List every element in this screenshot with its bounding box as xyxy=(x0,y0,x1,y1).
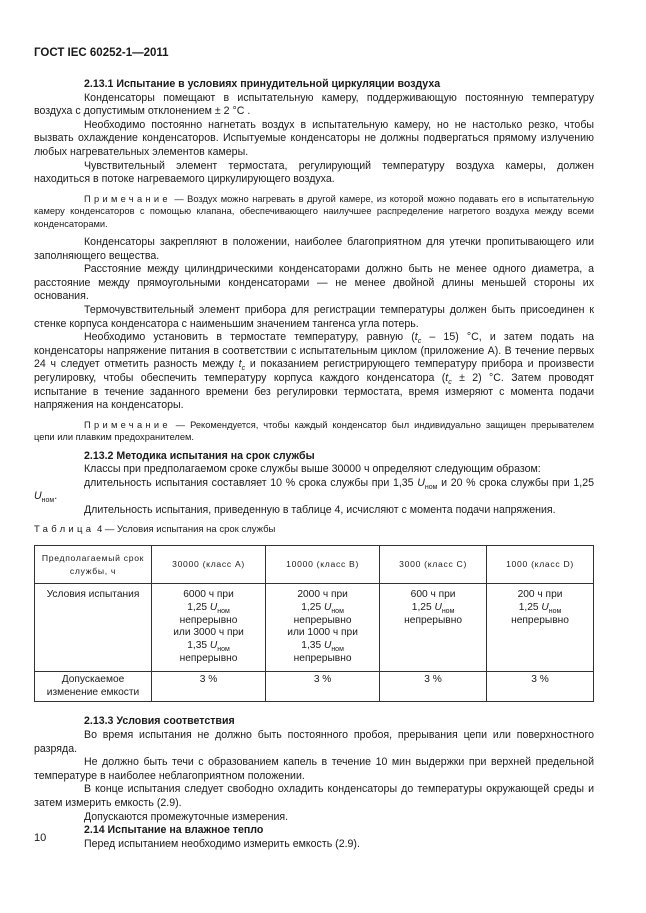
subscript: ном xyxy=(217,607,230,615)
note-1 xyxy=(34,193,594,230)
subscript: c xyxy=(417,338,422,346)
table-header-cell: 10000 (класс В) xyxy=(266,546,380,584)
table-cell xyxy=(152,584,266,672)
paragraph: Чувствительный элемент термостата, регулирующий температуру воздуха камеры, должен находиться в потоке нагреваемого циркулирующего воздуха. xyxy=(34,159,594,186)
symbol: U xyxy=(434,601,442,613)
cell-line: или 3000 ч при xyxy=(173,627,244,639)
table-cell: 3 % xyxy=(152,671,266,702)
note-text: — Воздух можно нагревать в другой камере, из которой можно подавать его в испытательную камеру конденсаторов с помощью клапана, обеспечивающего наилучшее распределение нагретого воздуха между всеми конденсаторами. xyxy=(34,193,594,229)
note-label: Примечание xyxy=(84,419,171,430)
text-run: 1,35 xyxy=(301,640,324,652)
subscript: ном xyxy=(331,607,344,615)
cell-line xyxy=(155,602,262,615)
symbol: t xyxy=(445,371,449,384)
table-row-label: Условия испытания xyxy=(35,584,152,672)
symbol: U xyxy=(323,601,332,613)
text-run: ± 2) °С. Затем проводят испытание в течение заданного времени без регулировки термостата, время измеряют с момента подачи напряжения на конденсаторы. xyxy=(34,371,594,412)
subscript: ном xyxy=(331,646,344,654)
table-header-cell: Предполагаемый срок службы, ч xyxy=(35,546,152,584)
text-run: длительность испытания составляет 10 % срока службы при 1,35 xyxy=(84,476,418,489)
paragraph: Классы при предполагаемом сроке службы выше 30000 ч определяют следующим образом: xyxy=(84,463,541,476)
cell-line xyxy=(383,602,483,615)
note-text: — Рекомендуется, чтобы каждый конденсатор был индивидуально защищен прерывателем цепи или плавким предохранителем. xyxy=(34,419,594,443)
text-run: Необходимо установить в термостате температуру, равную ( xyxy=(84,331,415,344)
paragraph-duration xyxy=(34,477,594,504)
table-cell: 3 % xyxy=(380,671,487,702)
table-4-caption xyxy=(34,523,594,537)
cell-line xyxy=(490,602,590,615)
paragraph: Расстояние между цилиндрическими конденсаторами должно быть не менее одного диаметра, а расстояние между прямоугольными конденсаторами — не менее двойной длины меньшей стороны их основания. xyxy=(34,263,594,303)
symbol: t xyxy=(238,358,242,371)
text-run: 1,35 xyxy=(187,640,210,652)
page-number: 10 xyxy=(34,832,47,844)
table-header-row xyxy=(35,546,594,584)
subscript: ном xyxy=(217,646,230,654)
paragraph: Во время испытания не должно быть постоянного пробоя, прерывания цепи или поверхностного разряда. xyxy=(34,729,594,755)
cell-line: непрерывно xyxy=(293,614,352,626)
page-content xyxy=(34,78,594,851)
section-2-13-1-heading: 2.13.1 Испытание в условиях принудительной циркуляции воздуха xyxy=(84,78,441,90)
table-cell: 3 % xyxy=(487,671,594,702)
cell-line: или 1000 ч при xyxy=(287,627,358,639)
table-row xyxy=(35,584,594,672)
paragraph: Конденсаторы закрепляют в положении, наиболее благоприятном для утечки пропитывающего или заполняющего вещества. xyxy=(34,235,594,262)
cell-line xyxy=(269,640,376,653)
paragraph: Термочувствительный элемент прибора для регистрации температуры должен быть присоединен к стенке корпуса конденсатора с наименьшим значением тангенса угла потерь. xyxy=(34,303,594,330)
table-cell xyxy=(487,584,594,672)
subscript: ном xyxy=(441,607,455,615)
cell-line: 200 ч при xyxy=(517,589,563,601)
paragraph: Необходимо постоянно нагнетать воздух в испытательную камеру, но не настолько резко, чтобы вызвать охлаждение конденсаторов. Испытуемые конденсаторы не должны подвергаться прямому излучению любых нагревательных элементов камеры. xyxy=(34,118,594,158)
subscript: ном xyxy=(424,483,438,491)
table-cell xyxy=(266,584,380,672)
cell-line: непрерывно xyxy=(179,614,238,626)
note-label: Примечание xyxy=(84,193,171,204)
paragraph: Длительность испытания, приведенную в таблице 4, исчисляют с момента подачи напряжения. xyxy=(84,503,556,516)
cell-line: непрерывно xyxy=(404,614,462,626)
paragraph: Не должно быть течи с образованием капель в течение 10 мин выдержки при верхней предельной температуре в наиболее неблагоприятном положении. xyxy=(34,756,594,782)
cell-line xyxy=(155,640,262,653)
symbol: U xyxy=(417,476,425,489)
u-nom-symbol xyxy=(34,490,42,502)
u-nom-symbol xyxy=(417,477,425,489)
symbol: U xyxy=(541,601,549,613)
section-2-13-3-heading: 2.13.3 Условия соответствия xyxy=(84,715,235,728)
subscript: ном xyxy=(41,497,55,505)
document-header: ГОСТ IEC 60252-1—2011 xyxy=(34,47,169,59)
table-row-label: Допускаемое изменение емкости xyxy=(35,671,152,702)
text-run: 1,25 xyxy=(411,601,435,613)
paragraph: Допускаются промежуточные измерения. xyxy=(84,810,289,823)
table-4 xyxy=(34,545,594,702)
note-2 xyxy=(34,419,594,444)
table-header-cell: 30000 (класс А) xyxy=(152,546,266,584)
cell-line xyxy=(269,602,376,615)
table-header-cell: 1000 (класс D) xyxy=(487,546,594,584)
table-cell: 3 % xyxy=(266,671,380,702)
paragraph: Перед испытанием необходимо измерить емкость (2.9). xyxy=(84,837,360,850)
cell-line: непрерывно xyxy=(293,653,352,665)
cell-line: непрерывно xyxy=(511,614,569,626)
cell-line: 6000 ч при xyxy=(183,589,234,601)
cell-line: 600 ч при xyxy=(410,589,456,601)
symbol: U xyxy=(209,640,218,652)
table-cell xyxy=(380,584,487,672)
subscript: c xyxy=(448,379,452,387)
section-2-13-2-heading: 2.13.2 Методика испытания на срок службы xyxy=(84,449,315,462)
paragraph: Конденсаторы помещают в испытательную камеру, поддерживающую постоянную температуру воздуха с допустимым отклонением ± 2 °C . xyxy=(34,91,594,118)
symbol: U xyxy=(209,601,218,613)
text-run: . xyxy=(54,490,58,503)
symbol: t xyxy=(414,331,418,344)
text-run: 1,25 xyxy=(518,601,542,613)
cell-line: непрерывно xyxy=(179,653,238,665)
caption-label: Таблица xyxy=(34,524,95,536)
symbol: U xyxy=(323,640,332,652)
paragraph: В конце испытания следует свободно охладить конденсаторы до температуры окружающей среды и затем измерить емкость (2.9). xyxy=(34,783,594,809)
table-header-cell: 3000 (класс С) xyxy=(380,546,487,584)
table-row xyxy=(35,671,594,702)
section-2-14-heading: 2.14 Испытание на влажное тепло xyxy=(84,824,264,837)
text-run: и 20 % срока службы при 1,25 xyxy=(437,476,595,489)
text-run: – 15) °С, и затем подать на конденсаторы напряжение питания в соответствии с испытательным циклом (приложение А). В течение первых 24 ч следует отметить разность между xyxy=(34,331,595,371)
cell-line: 2000 ч при xyxy=(297,589,348,601)
caption-text: 4 — Условия испытания на срок службы xyxy=(94,524,276,536)
text-run: 1,25 xyxy=(301,601,324,613)
text-run: и показанием регистрирующего температуру прибора и произвести регулировку, чтобы обеспечить температуру корпуса каждого конденсатора ( xyxy=(34,358,594,384)
symbol: U xyxy=(34,490,42,503)
subscript: c xyxy=(241,365,246,373)
paragraph-temperature xyxy=(34,331,594,413)
subscript: ном xyxy=(548,607,562,615)
text-run: 1,25 xyxy=(187,601,210,613)
